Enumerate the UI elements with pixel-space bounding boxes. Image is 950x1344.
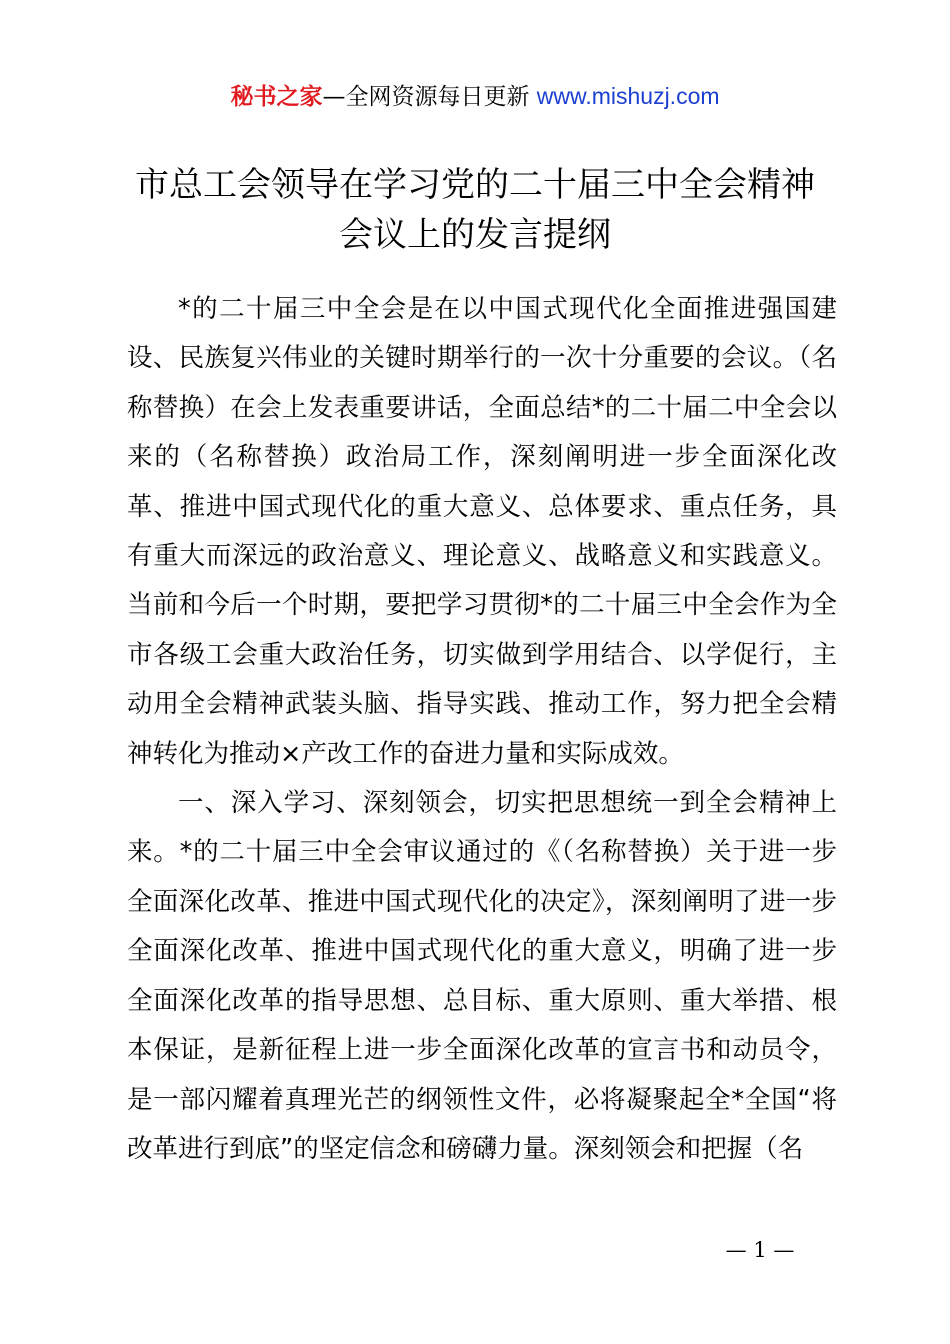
paragraph-intro: *的二十届三中全会是在以中国式现代化全面推进强国建设、民族复兴伟业的关键时期举行的一次十分重要的会议。（名称替换）在会上发表重要讲话，全面总结*的二十届二中全会以来的（名称替换）政治局工作，深刻阐明进一步全面深化改革、推进中国式现代化的重大意义、总体要求、重点任务，具有重大而深远的政治意义、理论意义、战略意义和实践意义。当前和今后一个时期，要把学习贯彻*的二十届三中全会作为全市各级工会重大政治任务，切实做到学用结合、以学促行，主动用全会精神武装头脑、指导实践、推动工作，努力把全会精神转化为推动×产改工作的奋进力量和实际成效。 [127,294,837,769]
site-url[interactable]: www.mishuzj.com [536,83,720,109]
title-line-1: 市总工会领导在学习党的二十届三中全会精神 [135,165,815,205]
title-line-2: 会议上的发言提纲 [339,215,611,255]
paragraph-section-1: 一、深入学习、深刻领会，切实把思想统一到全会精神上来。*的二十届三中全会审议通过的《（名称替换）关于进一步全面深化改革、推进中国式现代化的决定》，深刻阐明了进一步全面深化改革、推进中国式现代化的重大意义，明确了进一步全面深化改革的指导思想、总目标、重大原则、重大举措、根本保证，是新征程上进一步全面深化改革的宣言书和动员令，是一部闪耀着真理光芒的纲领性文件，必将凝聚起全*全国“将改革进行到底”的坚定信念和磅礴力量。深刻领会和把握（名 [127,788,837,1164]
document-title [100,160,850,260]
page-number: — 1 — [725,1238,795,1262]
document-body [127,285,837,1174]
site-tagline: —全网资源每日更新 [322,84,530,110]
site-header [0,80,950,113]
site-brand: 秘书之家 [230,84,323,110]
